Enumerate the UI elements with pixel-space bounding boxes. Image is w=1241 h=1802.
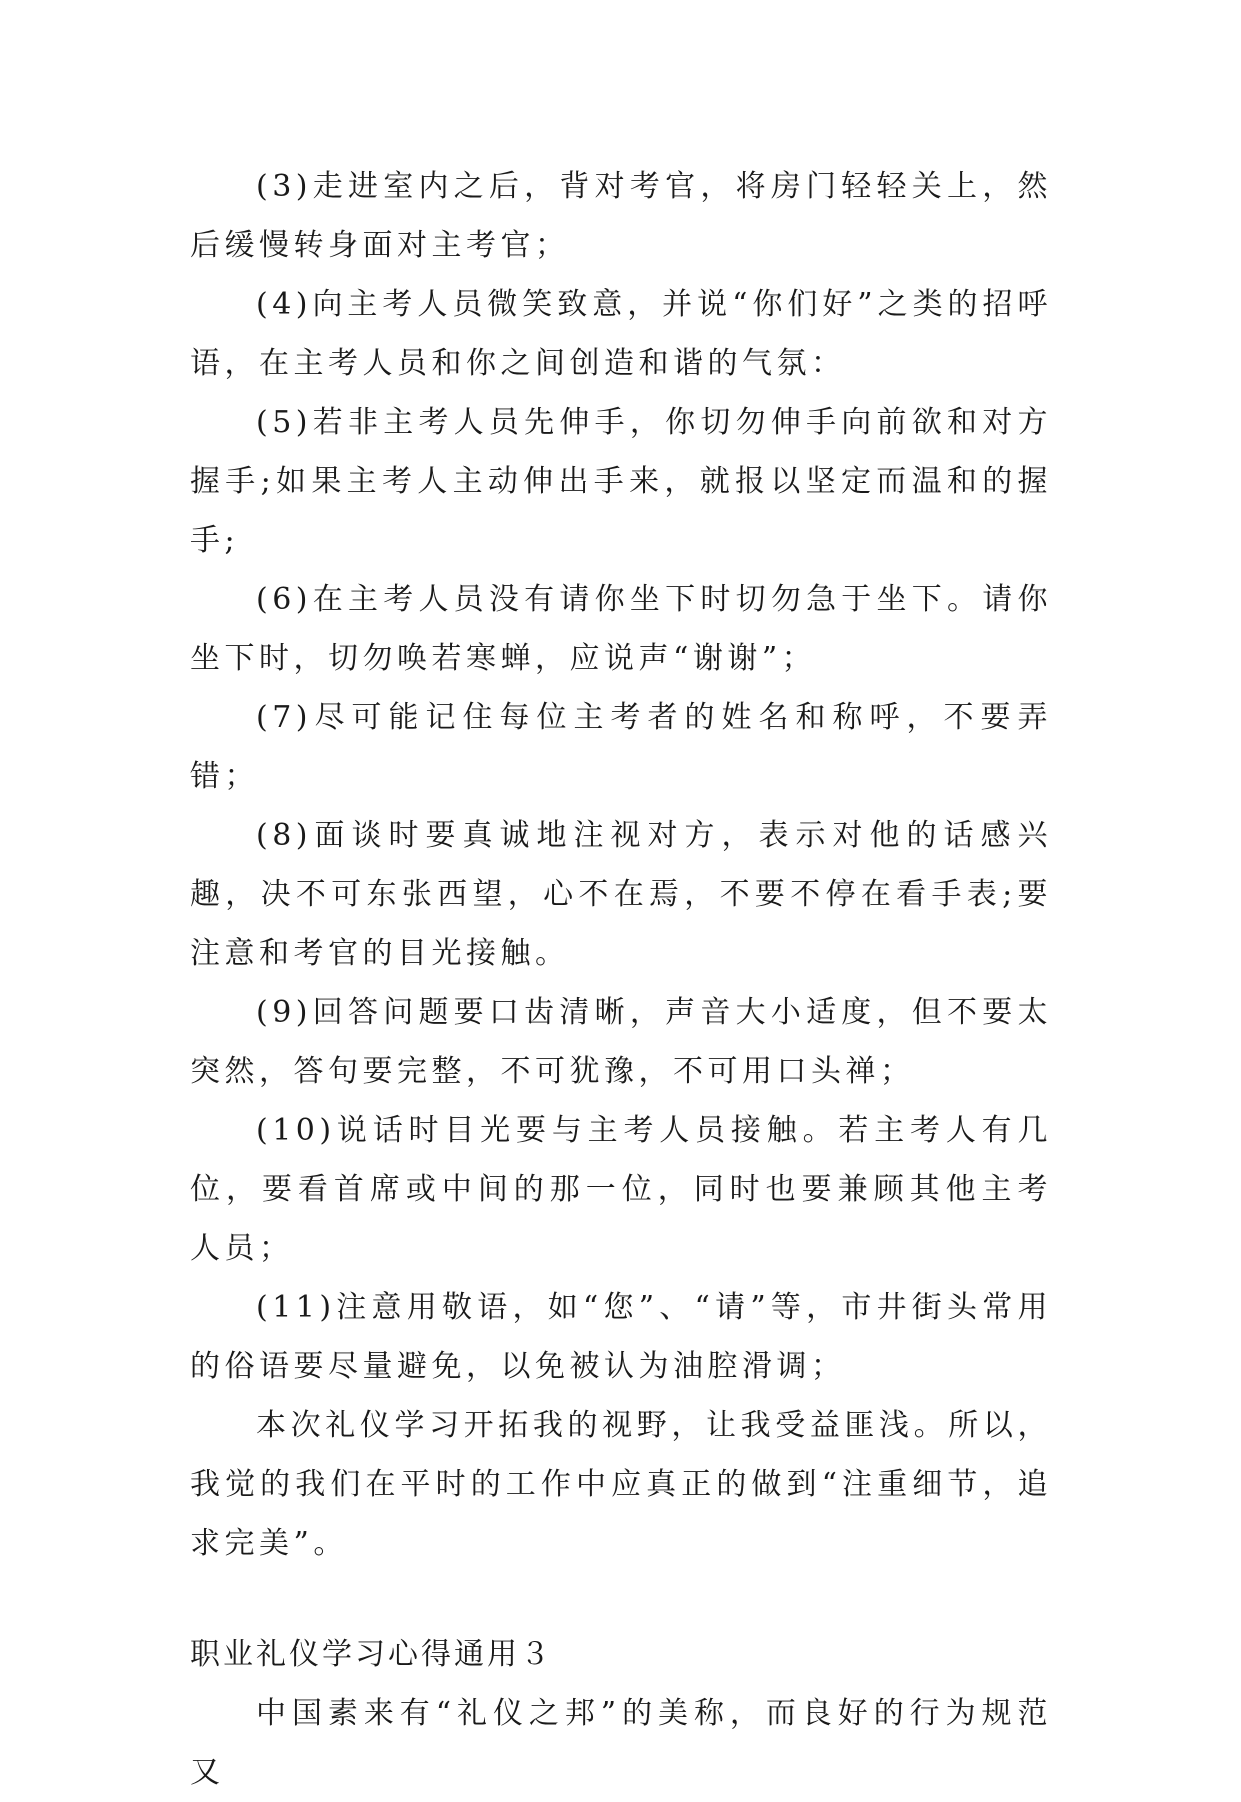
- paragraph-item-6: (6)在主考人员没有请你坐下时切勿急于坐下。请你坐下时，切勿唤若寒蝉，应说声“谢谢”；: [190, 582, 1052, 676]
- paragraph-item-9: (9)回答问题要口齿清晰，声音大小适度，但不要太突然，答句要完整，不可犹豫，不可用口头禅；: [190, 995, 1052, 1089]
- conclusion-paragraph: 本次礼仪学习开拓我的视野，让我受益匪浅。所以，我觉的我们在平时的工作中应真正的做到“注重细节，追求完美”。: [190, 1408, 1052, 1561]
- paragraph-item-11: (11)注意用敬语，如“您”、“请”等，市井街头常用的俗语要尽量避免，以免被认为油腔滑调；: [190, 1290, 1052, 1384]
- document-body: [190, 157, 1052, 1802]
- section-paragraph: 中国素来有“礼仪之邦”的美称，而良好的行为规范又: [190, 1696, 1052, 1790]
- paragraph-item-5: (5)若非主考人员先伸手，你切勿伸手向前欲和对方握手;如果主考人主动伸出手来，就报以坚定而温和的握手;: [190, 405, 1052, 558]
- paragraph-item-4: (4)向主考人员微笑致意，并说“你们好”之类的招呼语，在主考人员和你之间创造和谐的气氛：: [190, 287, 1052, 381]
- section-title: 职业礼仪学习心得通用３: [190, 1637, 553, 1672]
- paragraph-item-3: (3)走进室内之后，背对考官，将房门轻轻关上，然后缓慢转身面对主考官；: [190, 169, 1052, 263]
- paragraph-item-10: (10)说话时目光要与主考人员接触。若主考人有几位，要看首席或中间的那一位，同时也要兼顾其他主考人员；: [190, 1113, 1052, 1266]
- paragraph-item-7: (7)尽可能记住每位主考者的姓名和称呼，不要弄错；: [190, 700, 1052, 794]
- paragraph-item-8: (8)面谈时要真诚地注视对方，表示对他的话感兴趣，决不可东张西望，心不在焉，不要不停在看手表;要注意和考官的目光接触。: [190, 818, 1052, 971]
